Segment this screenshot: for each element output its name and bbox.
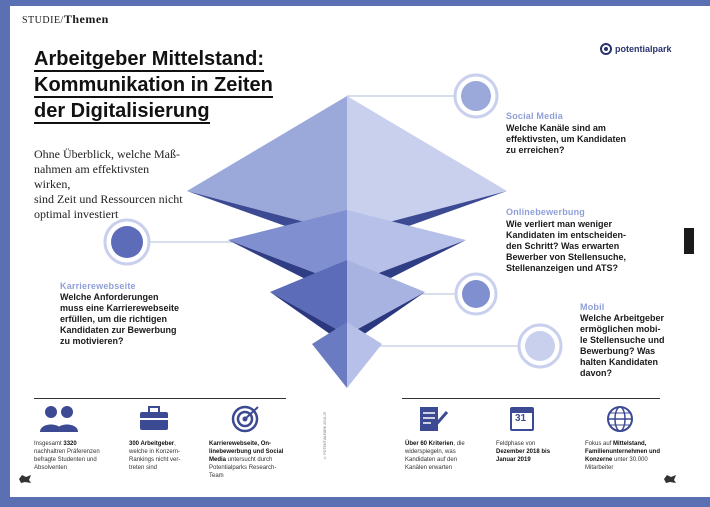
q-online-5: Stellenanzeigen und ATS?	[506, 263, 619, 273]
stat5-bold: Dezember 2018 bis Januar 2019	[496, 449, 551, 463]
stat2-post: , welche in Konzern-Rankings nicht ver-treten sind	[129, 441, 181, 471]
stat-focus	[585, 440, 665, 472]
q-social-2: effektivsten, um Kandidaten	[506, 134, 627, 144]
kicker-prefix: STUDIE/	[22, 15, 64, 26]
stats-divider-right	[402, 398, 660, 399]
target-icon	[231, 404, 261, 434]
circle-karriere-icon	[111, 226, 143, 258]
stat-respondents	[34, 440, 106, 472]
stat1-pre: Insgesamt	[34, 441, 64, 447]
q-online-4: Bewerber von Stellensuche,	[506, 252, 627, 262]
stat6-bold: Mittelstand, Familienunternehmen und Konzerne	[585, 441, 661, 463]
stat4-post: , die widerspiegeln, was Kandidaten auf den Kanälen erwarten	[405, 441, 465, 471]
kicker-section: Themen	[63, 12, 109, 26]
label-mobil: Mobil	[580, 302, 605, 312]
circle-social-icon	[461, 81, 491, 111]
q-mobil-1: Welche Arbeitgeber	[580, 313, 665, 323]
globe-icon	[606, 405, 634, 433]
q-online-2: Kandidaten im entscheiden-	[506, 230, 627, 240]
q-mobil-3: le Stellensuche und	[580, 335, 665, 345]
intro-line-3: sind Zeit und Ressourcen nicht	[34, 192, 183, 206]
stat3-bold: Karrierewebseite, On-linebewerbung und Social Media	[209, 441, 284, 463]
logo-text: potentialpark	[615, 44, 672, 54]
q-karriere-4: Kandidaten zur Bewerbung	[60, 325, 177, 335]
q-social-1: Welche Kanäle sind am	[506, 123, 606, 133]
title-line-1: Arbeitgeber Mittelstand:	[34, 48, 265, 70]
stat-fieldphase	[496, 440, 558, 464]
question-social-media	[506, 123, 646, 156]
stat-employers	[129, 440, 191, 472]
people-icon	[38, 404, 80, 432]
label-onlinebewerbung: Onlinebewerbung	[506, 207, 586, 217]
q-online-3: den Schritt? Was erwarten	[506, 241, 620, 251]
stat6-pre: Fokus auf	[585, 441, 614, 447]
briefcase-icon	[138, 404, 170, 432]
question-karrierewebseite	[60, 292, 210, 347]
q-karriere-2: muss eine Karrierewebseite	[60, 303, 180, 313]
document-pen-icon	[417, 404, 449, 432]
q-social-3: zu erreichen?	[506, 145, 565, 155]
q-online-1: Wie verliert man weniger	[506, 219, 612, 229]
stat-criteria	[405, 440, 475, 472]
title-line-2: Kommunikation in Zeiten	[34, 74, 273, 96]
corner-mark-right-icon	[663, 474, 677, 484]
q-mobil-4: Bewerbung? Was	[580, 346, 656, 356]
title-line-3: der Digitalisierung	[34, 100, 210, 122]
label-karrierewebseite: Karrierewebseite	[60, 281, 136, 291]
q-mobil-2: ermöglichen mobi-	[580, 324, 661, 334]
intro-line-1: Ohne Überblick, welche Maß-	[34, 147, 180, 161]
circle-mobil-icon	[525, 331, 555, 361]
stat1-post: nachhaltren Präferenzen befragte Studenten und Absolventen	[34, 449, 100, 471]
label-social-media: Social Media	[506, 111, 563, 121]
circle-online-icon	[462, 280, 490, 308]
intro-line-4: optimal investiert	[34, 207, 119, 221]
stat-channels	[209, 440, 289, 480]
stat4-bold: Über 60 Kriterien	[405, 441, 454, 447]
stat6-post: unter 30.000 Mitarbeiter	[585, 457, 648, 471]
q-karriere-3: erfüllen, um die richtigen	[60, 314, 168, 324]
stat1-bold: 3320	[63, 441, 77, 447]
stat5-pre: Feldphase von	[496, 441, 536, 447]
question-mobil	[580, 313, 680, 379]
stats-divider-left	[34, 398, 286, 399]
q-karriere-1: Welche Anforderungen	[60, 292, 159, 302]
stat2-bold: 300 Arbeitgeber	[129, 441, 175, 447]
corner-mark-left-icon	[18, 474, 32, 484]
calendar-day: 31	[515, 413, 527, 424]
copyright-note: © POTENTIALPARK 2018-19	[323, 412, 327, 460]
question-onlinebewerbung	[506, 219, 646, 274]
q-karriere-5: zu motivieren?	[60, 336, 124, 346]
intro-line-2: nahmen am effektivsten wirken,	[34, 162, 150, 191]
q-mobil-5: halten Kandidaten	[580, 357, 659, 367]
q-mobil-6: davon?	[580, 368, 613, 378]
stat3-post: untersucht durch Potentialparks Research-Team	[209, 457, 277, 479]
